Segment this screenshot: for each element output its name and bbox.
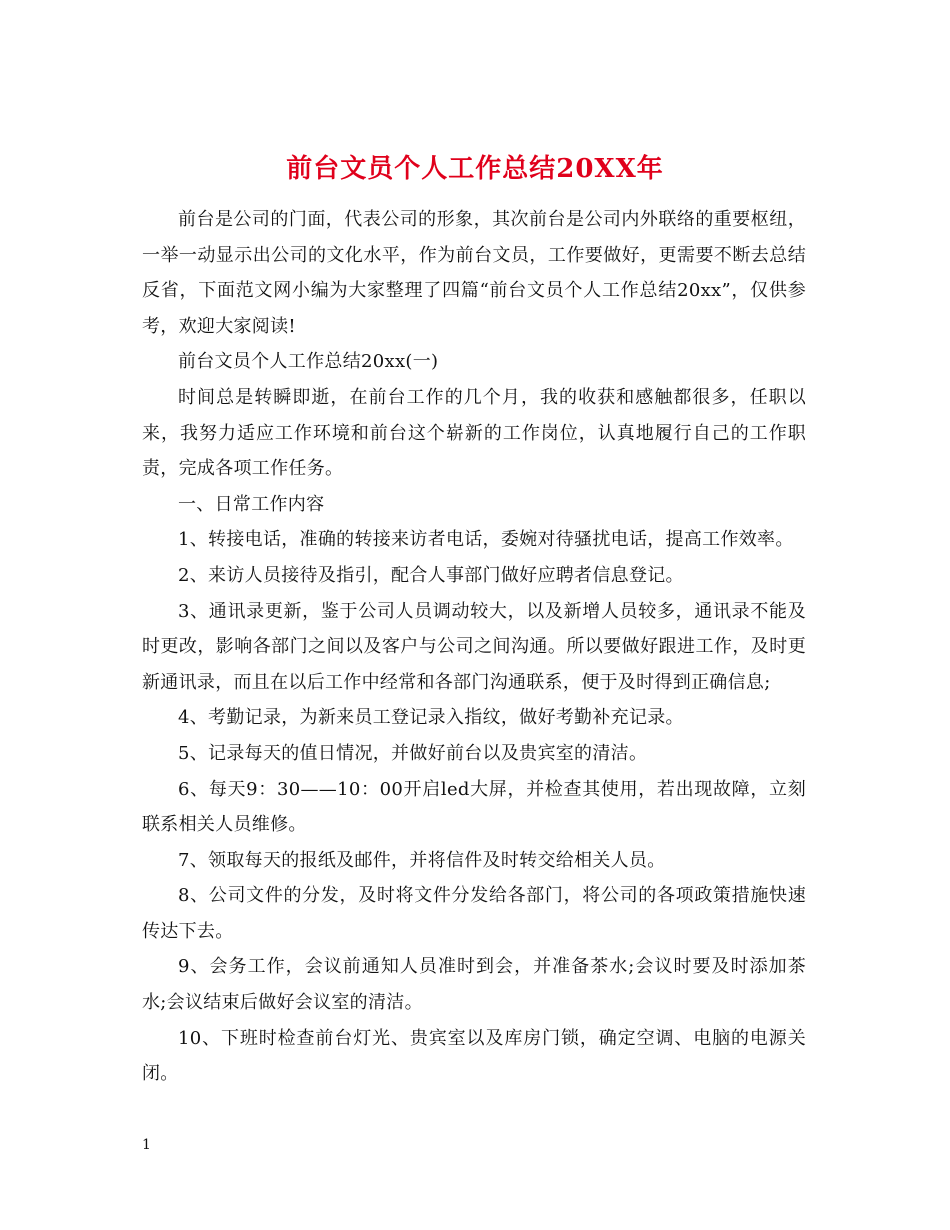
- list-item: 10、下班时检查前台灯光、贵宾室以及库房门锁，确定空调、电脑的电源关闭。: [142, 1027, 806, 1085]
- list-item: 8、公司文件的分发，及时将文件分发给各部门，将公司的各项政策措施快速传达下去。: [142, 885, 806, 942]
- document-body: [142, 202, 806, 1092]
- page-number: 1: [142, 1137, 151, 1153]
- list-item: 7、领取每天的报纸及邮件，并将信件及时转交给相关人员。: [178, 849, 666, 871]
- section-heading: 一、日常工作内容: [178, 493, 325, 515]
- list-item: 3、通讯录更新，鉴于公司人员调动较大，以及新增人员较多，通讯录不能及时更改，影响各部门之间以及客户与公司之间沟通。所以要做好跟进工作，及时更新通讯录，而且在以后工作中经常和各部门沟通联系，便于及时得到正确信息;: [142, 600, 806, 693]
- list-item: 4、考勤记录，为新来员工登记录入指纹，做好考勤补充记录。: [178, 707, 684, 729]
- list-item: 9、会务工作，会议前通知人员准时到会，并准备茶水;会议时要及时添加茶水;会议结束后做好会议室的清洁。: [142, 956, 806, 1014]
- list-item: 2、来访人员接待及指引，配合人事部门做好应聘者信息登记。: [178, 564, 684, 586]
- list-item: 6、每天9：30——10：00开启led大屏，并检查其使用，若出现故障，立刻联系相关人员维修。: [142, 778, 806, 836]
- list-item: 5、记录每天的值日情况，并做好前台以及贵宾室的清洁。: [178, 742, 648, 764]
- list-item: 1、转接电话，准确的转接来访者电话，委婉对待骚扰电话，提高工作效率。: [178, 529, 794, 551]
- paragraph: 前台是公司的门面，代表公司的形象，其次前台是公司内外联络的重要枢纽，一举一动显示出公司的文化水平，作为前台文员，工作要做好，更需要不断去总结反省，下面范文网小编为大家整理了四篇“前台文员个人工作总结20xx”，仅供参考，欢迎大家阅读!: [142, 209, 806, 337]
- document-title: 前台文员个人工作总结20XX年: [286, 154, 664, 185]
- paragraph: 时间总是转瞬即逝，在前台工作的几个月，我的收获和感触都很多，任职以来，我努力适应工作环境和前台这个崭新的工作岗位，认真地履行自己的工作职责，完成各项工作任务。: [142, 386, 806, 480]
- section-heading: 前台文员个人工作总结20xx(一): [178, 351, 439, 373]
